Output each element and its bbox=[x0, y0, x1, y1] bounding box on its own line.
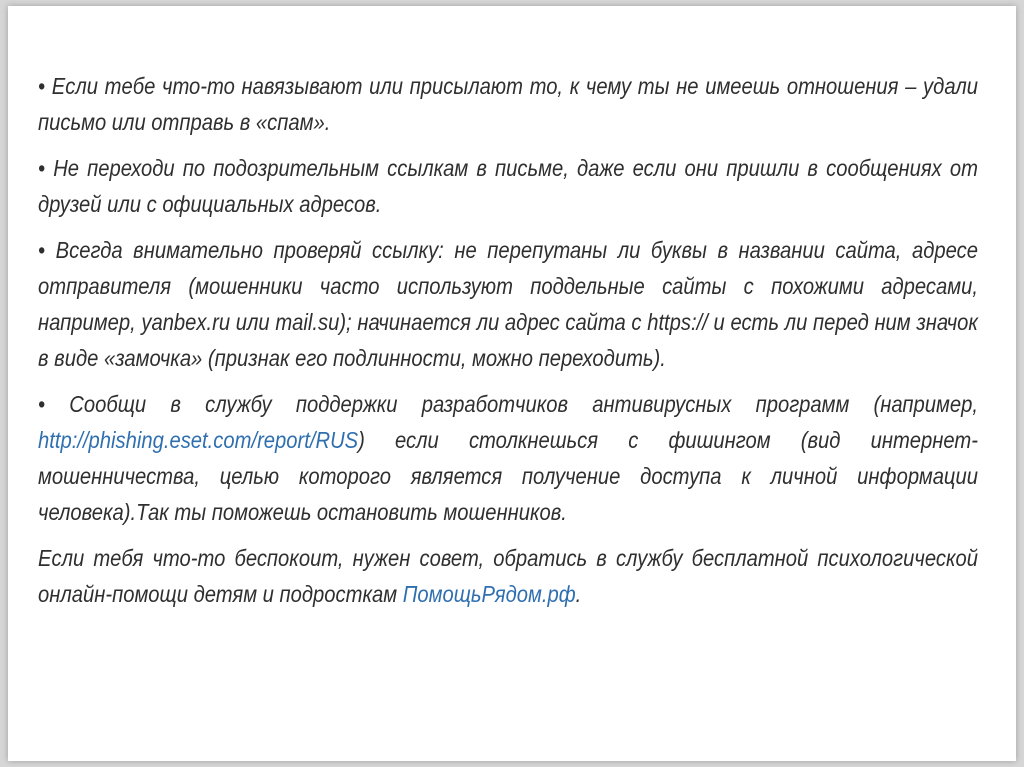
tip-spam-text: • Если тебе что-то навязывают или присылают то, к чему ты не имеешь отношения – удали письмо или отправь в «спам». bbox=[38, 73, 978, 135]
tip-report-phishing bbox=[38, 386, 978, 530]
tip-help-service bbox=[38, 540, 978, 612]
tip-report-phishing-text-after: ) если столкнешься с фишингом (вид интернет-мошенничества, целью которого является получение доступа к личной информации человека).Так ты поможешь остановить мошенников. bbox=[38, 427, 978, 525]
tip-suspicious-links-text: • Не переходи по подозрительным ссылкам в письме, даже если они пришли в сообщениях от друзей или с официальных адресов. bbox=[38, 155, 978, 217]
tip-check-link bbox=[38, 232, 978, 376]
help-nearby-link[interactable]: ПомощьРядом.рф bbox=[402, 581, 576, 607]
eset-report-link[interactable]: http://phishing.eset.com/report/RUS bbox=[38, 427, 359, 453]
advice-text-block bbox=[38, 68, 978, 622]
tip-help-service-text-after: . bbox=[575, 581, 582, 607]
slide bbox=[8, 6, 1016, 761]
tip-suspicious-links bbox=[38, 150, 978, 222]
tip-help-service-text-before: Если тебя что-то беспокоит, нужен совет, обратись в службу бесплатной психологической онлайн-помощи детям и подросткам bbox=[38, 545, 978, 607]
tip-report-phishing-text-before: • Сообщи в службу поддержки разработчиков антивирусных программ (например, bbox=[38, 391, 978, 417]
tip-check-link-text: • Всегда внимательно проверяй ссылку: не перепутаны ли буквы в названии сайта, адресе отправителя (мошенники часто используют поддельные сайты с похожими адресами, например, yanbex.ru или mail.su); начинается ли адрес сайта с https:// и есть ли перед ним значок в виде «замочка» (признак его подлинности, можно переходить). bbox=[38, 237, 978, 371]
tip-spam bbox=[38, 68, 978, 140]
